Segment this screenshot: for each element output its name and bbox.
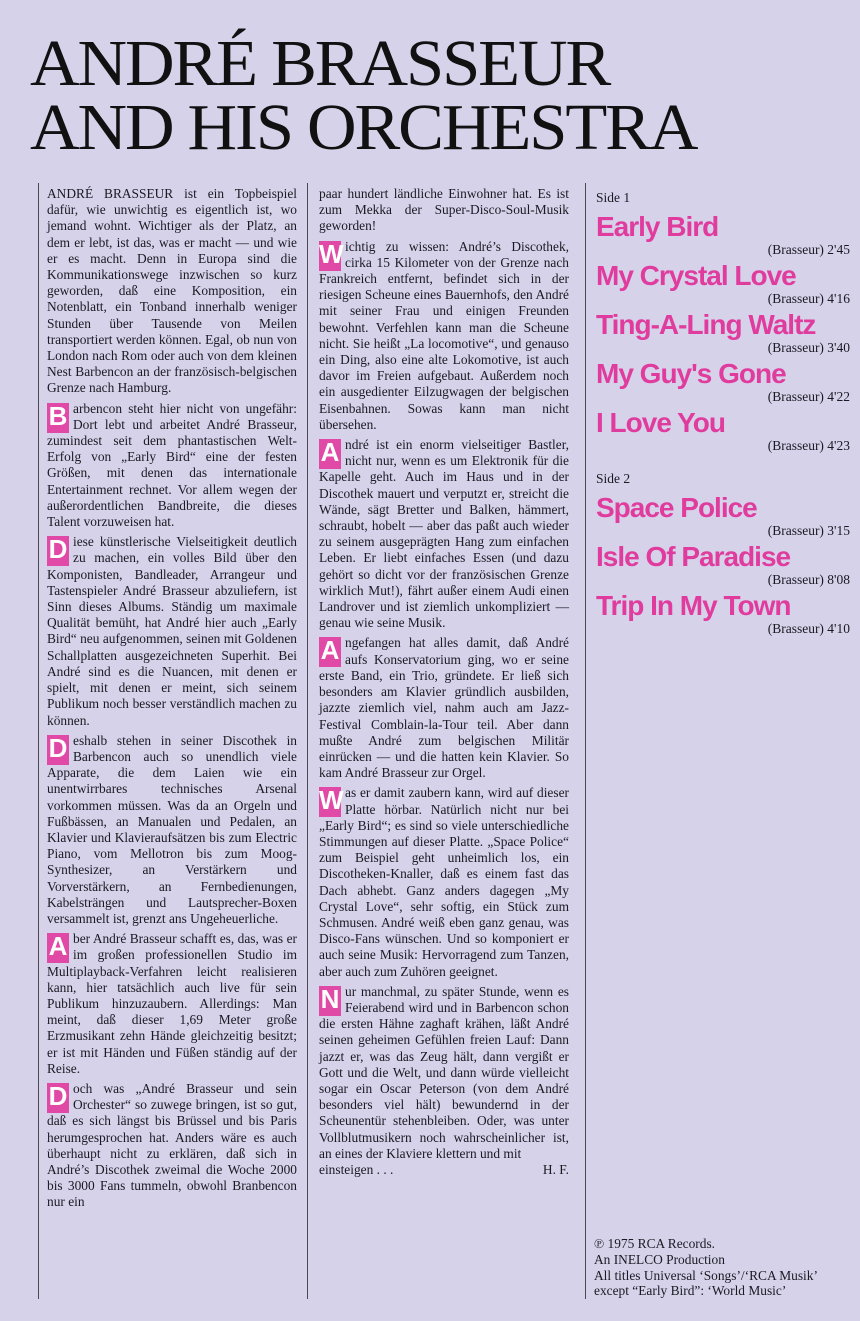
title-line-1: ANDRÉ BRASSEUR (30, 27, 610, 100)
signature-line (319, 1162, 569, 1178)
closing-text: einsteigen . . . (319, 1161, 394, 1177)
liner-paragraph (319, 984, 569, 1162)
column-divider (585, 183, 586, 1299)
paragraph-text: eshalb stehen in seiner Discothek in Barbencon auch so unendlich viele Apparate, die dem Laien wie ein unentwirrbares technisches Arsenal vorkommen müssen. Was da an Orgeln und Fußbässen, an Manualen und Pedalen, an Klavier und Klavieraufsätzen bis zum Electric Piano, vom Mellotron bis zum Moog-Synthesizer, an Verstärkern und Vorverstärkern, an Fernbedienungen, Kabelsträngen und Lautsprecher-Boxen versammelt ist, grenzt ans Ungeheuerliche. (47, 732, 297, 926)
paragraph-text: ber André Brasseur schafft es, das, was er im großen professionellen Studio im Multiplayback-Verfahren leicht realisieren kann, hier tatsächlich auch live für sein Publikum hinzuzaubern. Allerdings: Man meint, daß dieser 1,69 Meter große Erzmusikant zehn Hände gleichzeitig besitzt; er ist mit Händen und Füßen ständig auf der Reise. (47, 931, 297, 1076)
album-title (30, 27, 860, 164)
drop-cap: D (48, 1080, 68, 1111)
title-line-2: AND HIS ORCHESTRA (30, 91, 697, 164)
paragraph-text: ur manchmal, zu später Stunde, wenn es Feierabend wird und in Barbencon schon die ersten Hähne zaghaft krähen, läßt André seinen geheimen Gefühlen freien Lauf: Dann jazzt er, was das Zeug hält, dann vergißt er Gott und die Welt, und dann würde vielleicht sogar ein Oscar Peterson (von dem André besonders viel hält) bewundernd in der Scheunentür stehenbleiben. Oder, was unter Vollblutmusikern noch wahrscheinlicher ist, an eines der Klaviere klettern und mit (319, 983, 569, 1161)
track-title: Isle Of Paradise (596, 541, 791, 573)
track-title: Space Police (596, 492, 757, 524)
credit-line: except “Early Bird”: ‘World Music’ (594, 1283, 787, 1299)
column-divider (38, 183, 39, 1299)
liner-paragraph (47, 186, 297, 397)
track-item (596, 591, 850, 636)
track-item (596, 359, 850, 404)
paragraph-text: ichtig zu wissen: André’s Discothek, cirka 15 Kilometer von der Grenze nach Frankreich entfernt, befindet sich in der riesigen Scheune eines Bauernhofs, den André mit seiner Frau und einigen Freunden bewohnt. Verfehlen kann man die Scheune nicht. Sie heißt „La locomotive“, und genauso ein Ding, also eine alte Lokomotive, ist auch davor im Freien aufgebaut. Außerdem noch ein ausgedienter Eilzugwagen der belgischen Eisenbahnen. Sowas kann man nicht übersehen. (319, 238, 569, 432)
track-credit: (Brasseur) 3'40 (767, 340, 850, 356)
track-credit: (Brasseur) 4'16 (767, 291, 850, 307)
side-1-label: Side 1 (596, 190, 631, 205)
track-credit: (Brasseur) 2'45 (767, 242, 850, 258)
track-title: Early Bird (596, 211, 719, 243)
track-item (596, 310, 850, 355)
drop-cap: W (319, 238, 344, 269)
drop-cap: A (48, 931, 68, 962)
drop-cap: D (48, 534, 68, 565)
paragraph-text: paar hundert ländliche Einwohner hat. Es ist zum Mekka der Super-Disco-Soul-Musik geworden! (319, 186, 569, 234)
track-item (596, 542, 850, 587)
paragraph-text: ngefangen hat alles damit, daß André aufs Konservatorium ging, wo er seine erste Band, ein Trio, gründete. Er ließ sich besonders am Klavier gründlich ausbilden, jazzte ziemlich viel, nahm auch am Jazz-Festival Comblain-la-Tour teil. Aber dann mußte André zum belgischen Militär einrücken — und die hatten kein Klavier. So kam André Brasseur zur Orgel. (319, 635, 569, 781)
tracklist (596, 190, 850, 640)
liner-paragraph (319, 635, 569, 781)
author-initials: H. F. (542, 1161, 569, 1177)
track-item (596, 212, 850, 257)
track-item (596, 493, 850, 538)
drop-cap: A (320, 635, 340, 666)
track-title: I Love You (596, 407, 725, 439)
drop-cap: B (48, 400, 68, 431)
credit-line: ℗ 1975 RCA Records. (594, 1236, 716, 1251)
column-2-paragraphs (319, 186, 569, 1162)
liner-paragraph (47, 534, 297, 728)
column-divider (307, 183, 308, 1299)
track-item (596, 408, 850, 453)
liner-paragraph (47, 931, 297, 1077)
track-credit: (Brasseur) 8'08 (767, 572, 850, 588)
liner-paragraph (319, 437, 569, 631)
liner-paragraph (47, 401, 297, 531)
credit-line: All titles Universal ‘Songs’/‘RCA Musik’ (594, 1267, 818, 1283)
paragraph-text: ndré ist ein enorm vielseitiger Bastler, nicht nur, wenn es um Elektronik für die Kapelle geht. Auch im Haus und in der Discothek mauert und verputzt er, streicht die Wände, sägt Bretter und Balken, hämmert, schraubt, hobelt — aber das paßt auch wieder zu seinem ausgeprägten Hang zum einfachen Leben. Er liebt einfaches Essen (und dazu gehört so dicht vor der französischen Grenze wirklich Mut!), fährt außer einem Audi einen Landrover und ist ziemlich unkompliziert — genau wie seine Musik. (319, 437, 569, 631)
liner-notes-column-1 (47, 186, 297, 1211)
drop-cap: N (320, 983, 340, 1014)
paragraph-text: as er damit zaubern kann, wird auf dieser Platte hörbar. Natürlich nicht nur bei „Early Bird“; es sind so viele unterschiedliche Stimmungen auf dieser Platte. „Space Police“ zum Beispiel geht unheimlich los, ein Discotheken-Knaller, daß es einem fast das Dach abhebt. Ganz anders dagegen „My Crystal Love“, sehr softig, ein Stück zum Schmusen. André weiß eben ganz genau, was Disco-Fans wünschen. Und so komponiert er auch seine Musik: Hervorragend zum Tanzen, aber auch zum Zuhören geeignet. (319, 785, 569, 979)
track-credit: (Brasseur) 3'15 (767, 523, 850, 539)
paragraph-text: och was „André Brasseur und sein Orchester“ so zuwege bringen, ist so gut, daß es sich längst bis Brüssel und bis Paris herumgesprochen hat. Anders wäre es auch überhaupt nicht zu erklären, daß sich in André’s Discothek zweimal die Woche 2000 bis 3000 Fans tummeln, obwohl Branbencon nur ein (47, 1080, 297, 1210)
track-item (596, 261, 850, 306)
side-2-label: Side 2 (596, 471, 631, 487)
track-credit: (Brasseur) 4'10 (767, 621, 850, 637)
drop-cap: D (48, 732, 68, 763)
side-1-tracks (596, 212, 850, 453)
drop-cap: W (319, 785, 344, 816)
track-credit: (Brasseur) 4'22 (767, 389, 850, 405)
liner-paragraph (319, 186, 569, 235)
liner-paragraph (47, 1081, 297, 1211)
liner-paragraph (47, 733, 297, 927)
drop-cap: A (320, 437, 340, 468)
liner-notes-column-2 (319, 186, 569, 1178)
credits (594, 1236, 854, 1299)
paragraph-text: ANDRÉ BRASSEUR ist ein Topbeispiel dafür, wie unwichtig es eigentlich ist, wo jemand wohnt. Wichtiger als der Platz, an dem er lebt, ist das, was er macht — und wie er es macht. Denn in Europa sind die Kommunikationswege inzwischen so kurz geworden, daß eine Komposition, ein Notenblatt, ein Tonband innerhalb weniger Stunden über Tausende von Meilen transportiert werden können. Egal, ob nun von London nach Rom oder auch von dem kleinen Nest Barbencon an der französisch-belgischen Grenze nach Hamburg. (47, 186, 297, 396)
track-title: Trip In My Town (596, 590, 791, 622)
paragraph-text: arbencon steht hier nicht von ungefähr: Dort lebt und arbeitet André Brasseur, zumindest seit dem phantastischen Welt-Erfolg von „Early Bird“ eine der festen Größen, mit denen das internationale Entertainment rechnet. Vor allem wegen der außerordentlichen Bandbreite, die dieses Talent vorzuweisen hat. (47, 400, 297, 530)
liner-paragraph (319, 239, 569, 433)
track-title: My Guy's Gone (596, 358, 786, 390)
track-title: My Crystal Love (596, 260, 796, 292)
side-2-tracks (596, 493, 850, 636)
liner-paragraph (319, 785, 569, 979)
track-title: Ting-A-Ling Waltz (596, 309, 816, 341)
track-credit: (Brasseur) 4'23 (767, 438, 850, 454)
credit-line: An INELCO Production (594, 1251, 725, 1267)
paragraph-text: iese künstlerische Vielseitigkeit deutlich zu machen, ein volles Bild über den Komponisten, Bandleader, Arrangeur und Tastenspieler André Brasseur abzuliefern, ist Sinn dieses Albums. Ständig um maximale Qualität bemüht, hat André hier auch „Early Bird“ neu aufgenommen, seinen mit Goldenen Schallplatten ausgezeichneten Superhit. Bei André sind es die Nuancen, mit denen er spielt, mit denen er meint, sich seinem Publikum noch besser verständlich machen zu können. (47, 534, 297, 728)
